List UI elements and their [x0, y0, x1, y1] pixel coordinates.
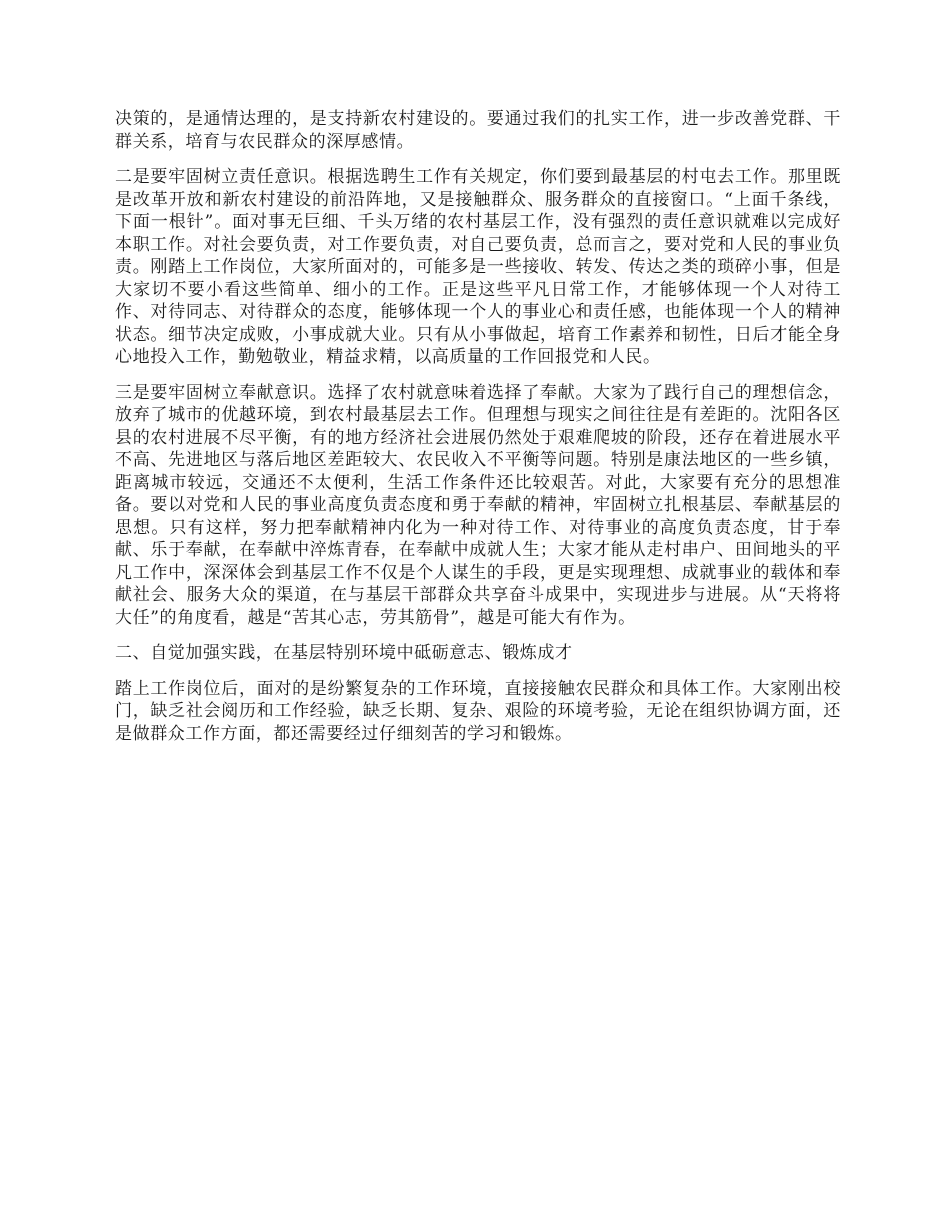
paragraph-1: 决策的，是通情达理的，是支持新农村建设的。要通过我们的扎实工作，进一步改善党群、干群关系，培育与农民群众的深厚感情。 — [115, 109, 841, 152]
section-heading: 二、自觉加强实践，在基层特别环境中砥砺意志、锻炼成才 — [115, 643, 573, 663]
document-body — [115, 108, 841, 758]
paragraph-2: 二是要牢固树立责任意识。根据选聘生工作有关规定，你们要到最基层的村屯去工作。那里既是改革开放和新农村建设的前沿阵地，又是接触群众、服务群众的直接窗口。“上面千条线，下面一根针”。面对事无巨细、千头万绪的农村基层工作，没有强烈的责任意识就难以完成好本职工作。对社会要负责，对工作要负责，对自己要负责，总而言之，要对党和人民的事业负责。刚踏上工作岗位，大家所面对的，可能多是一些接收、转发、传达之类的琐碎小事，但是大家切不要小看这些简单、细小的工作。正是这些平凡日常工作，才能够体现一个人对待工作、对待同志、对待群众的态度，能够体现一个人的事业心和责任感，也能体现一个人的精神状态。细节决定成败，小事成就大业。只有从小事做起，培育工作素养和韧性，日后才能全身心地投入工作，勤勉敬业，精益求精，以高质量的工作回报党和人民。 — [115, 167, 841, 367]
paragraph-3: 三是要牢固树立奉献意识。选择了农村就意味着选择了奉献。大家为了践行自己的理想信念，放弃了城市的优越环境，到农村最基层去工作。但理想与现实之间往往是有差距的。沈阳各区县的农村进展不尽平衡，有的地方经济社会进展仍然处于艰难爬坡的阶段，还存在着进展水平不高、先进地区与落后地区差距较大、农民收入不平衡等问题。特别是康法地区的一些乡镇，距离城市较远，交通还不太便利，生活工作条件还比较艰苦。对此，大家要有充分的思想准备。要以对党和人民的事业高度负责态度和勇于奉献的精神，牢固树立扎根基层、奉献基层的思想。只有这样，努力把奉献精神内化为一种对待工作、对待事业的高度负责态度，甘于奉献、乐于奉献，在奉献中淬炼青春，在奉献中成就人生；大家才能从走村串户、田间地头的平凡工作中，深深体会到基层工作不仅是个人谋生的手段，更是实现理想、成就事业的载体和奉献社会、服务大众的渠道，在与基层干部群众共享奋斗成果中，实现进步与进展。从“天将将大任”的角度看，越是“苦其心志，劳其筋骨”，越是可能大有作为。 — [115, 382, 841, 628]
paragraph-4: 踏上工作岗位后，面对的是纷繁复杂的工作环境，直接接触农民群众和具体工作。大家刚出校门，缺乏社会阅历和工作经验，缺乏长期、复杂、艰险的环境考验，无论在组织协调方面，还是做群众工作方面，都还需要经过仔细刻苦的学习和锻炼。 — [115, 678, 841, 744]
